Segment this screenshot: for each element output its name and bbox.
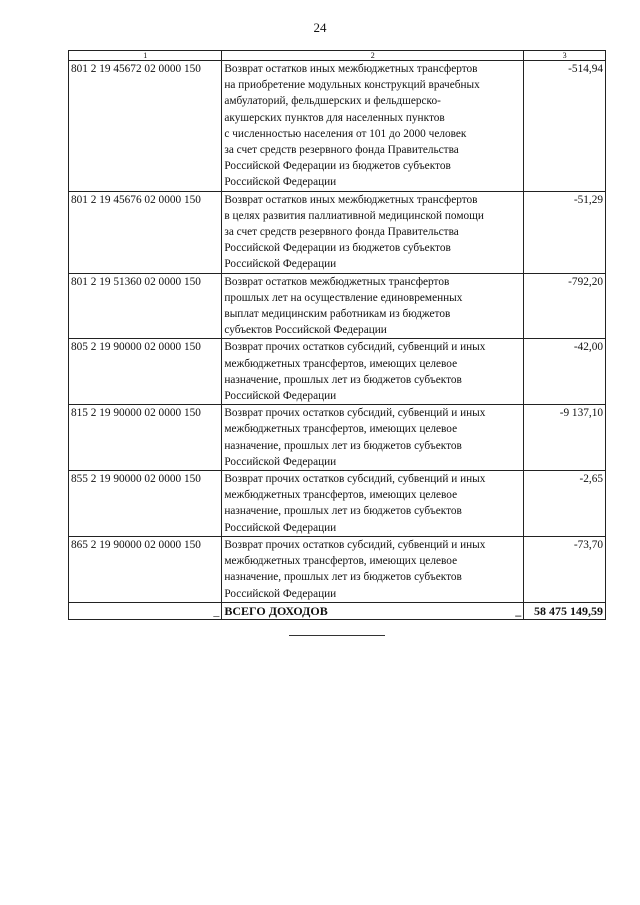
description-line: Возврат остатков иных межбюджетных трансфертов [224,63,478,75]
description-line: назначение, прошлых лет из бюджетов субъектов [224,571,462,584]
row-amount: -2,65 [524,471,606,537]
row-amount: -514,94 [524,61,606,192]
total-code-mark: _ [69,602,222,619]
description-line: с численностью населения от 101 до 2000 человек [224,127,467,140]
description-line: назначение, прошлых лет из бюджетов субъектов [224,373,462,386]
table-header-row [69,51,606,61]
total-label-mark: _ [515,603,522,618]
row-description [222,273,524,339]
total-amount: 58 475 149,59 [524,602,606,619]
column-header-code: 1 [69,51,222,61]
description-line: Российской Федерации [224,455,337,468]
table-row [69,405,606,471]
description-line: выплат медицинским работникам из бюджетов [224,308,451,321]
description-line: Возврат прочих остатков субсидий, субвенций и иных [224,341,486,354]
column-header-amount: 3 [524,51,606,61]
column-header-name: 2 [222,51,524,61]
description-line: Возврат прочих остатков субсидий, субвенций и иных [224,407,486,420]
description-line: на приобретение модульных конструкций врачебных [224,79,480,92]
row-amount: -51,29 [524,191,606,273]
description-line: субъектов Российской Федерации [224,324,387,337]
row-description [222,61,524,192]
description-line: в целях развития паллиативной медицинской помощи [224,209,484,222]
row-amount: -73,70 [524,536,606,602]
row-code: 865 2 19 90000 02 0000 150 [69,536,222,602]
row-description [222,536,524,602]
description-line: акушерских пунктов для населенных пунктов [224,111,445,124]
revenue-table [68,50,606,620]
description-line: за счет средств резервного фонда Правительства [224,226,459,239]
table-row [69,339,606,405]
description-line: межбюджетных трансфертов, имеющих целевое [224,555,458,568]
description-line: Российской Федерации [224,521,337,534]
row-amount: -42,00 [524,339,606,405]
description-line: Возврат прочих остатков субсидий, субвенций и иных [224,473,486,486]
table-row [69,471,606,537]
row-amount: -792,20 [524,273,606,339]
description-line: межбюджетных трансфертов, имеющих целевое [224,423,458,436]
total-label: ВСЕГО ДОХОДОВ [224,603,328,618]
table-row [69,273,606,339]
description-line: Российской Федерации [224,390,337,403]
row-description [222,471,524,537]
row-amount: -9 137,10 [524,405,606,471]
description-line: Возврат остатков иных межбюджетных трансфертов [224,193,478,206]
description-line: амбулаторий, фельдшерских и фельдшерско- [224,95,441,108]
table-row [69,61,606,192]
row-code: 801 2 19 51360 02 0000 150 [69,273,222,339]
row-code: 815 2 19 90000 02 0000 150 [69,405,222,471]
description-line: Российской Федерации из бюджетов субъектов [224,160,451,173]
description-line: межбюджетных трансфертов, имеющих целевое [224,357,458,370]
row-description [222,191,524,273]
description-line: назначение, прошлых лет из бюджетов субъектов [224,505,462,518]
row-code: 801 2 19 45672 02 0000 150 [69,61,222,192]
table-row [69,191,606,273]
description-line: Российской Федерации [224,258,337,271]
description-line: межбюджетных трансфертов, имеющих целевое [224,489,458,502]
end-rule [289,635,385,636]
row-description [222,405,524,471]
description-line: прошлых лет на осуществление единовременных [224,291,463,304]
description-line: Российской Федерации [224,176,337,189]
row-code: 805 2 19 90000 02 0000 150 [69,339,222,405]
row-code: 801 2 19 45676 02 0000 150 [69,191,222,273]
description-line: Российской Федерации [224,587,337,600]
row-description [222,339,524,405]
description-line: назначение, прошлых лет из бюджетов субъектов [224,439,462,452]
description-line: Российской Федерации из бюджетов субъектов [224,242,451,255]
description-line: за счет средств резервного фонда Правительства [224,144,459,157]
table-row [69,536,606,602]
description-line: Возврат остатков межбюджетных трансфертов [224,275,450,288]
total-row [69,602,606,619]
row-code: 855 2 19 90000 02 0000 150 [69,471,222,537]
page-number: 24 [313,20,327,35]
description-line: Возврат прочих остатков субсидий, субвенций и иных [224,538,486,551]
